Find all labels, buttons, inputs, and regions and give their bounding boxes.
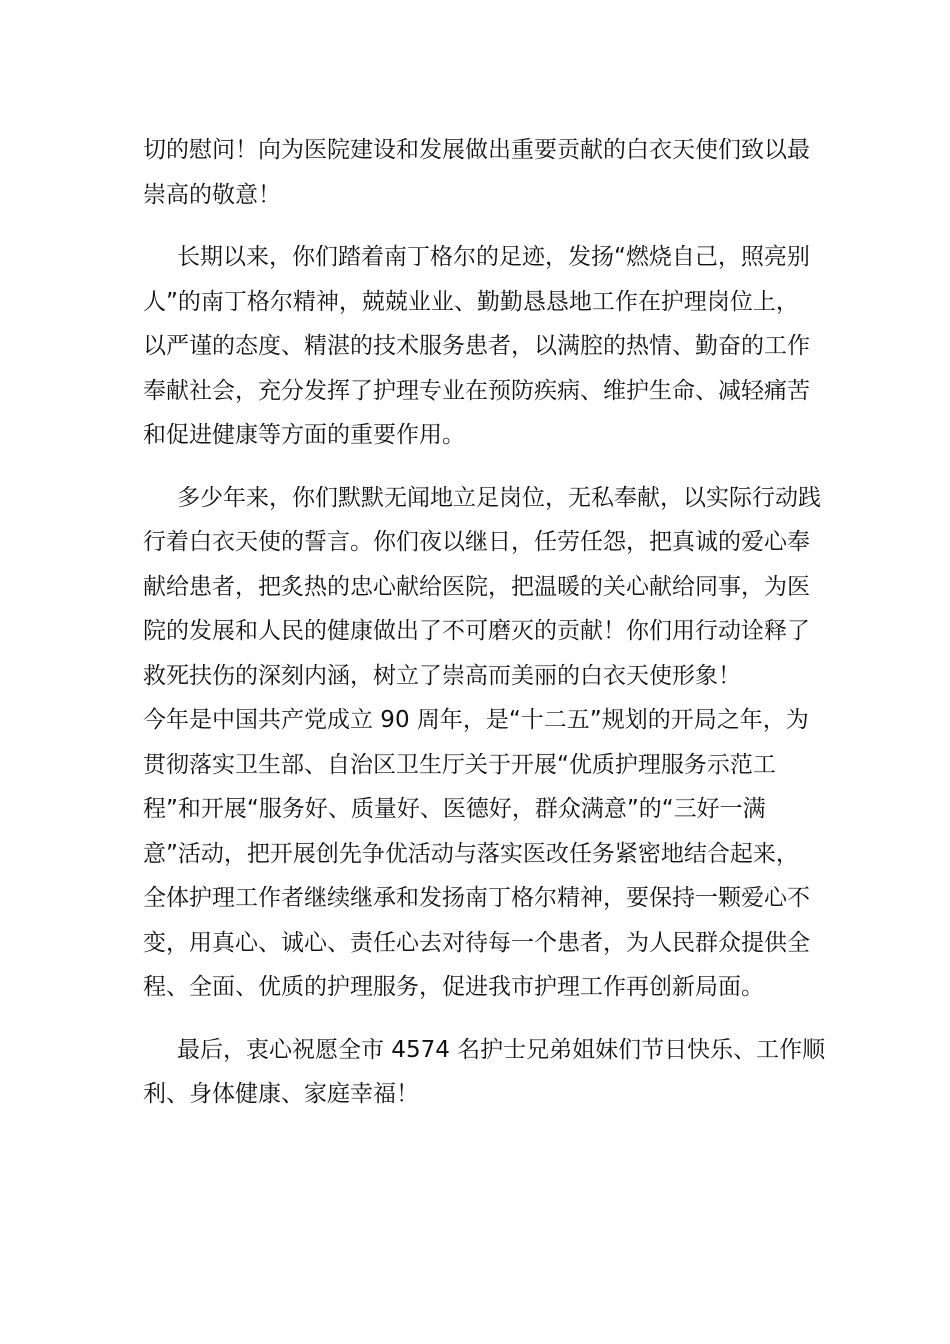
text-line: 院的发展和人民的健康做出了不可磨灭的贡献！你们用行动诠释了 [143, 618, 810, 644]
text-line: 变，用真心、诚心、责任心去对待每一个患者，为人民群众提供全 [143, 929, 810, 956]
paragraph-2 [143, 235, 808, 458]
paragraph-4 [143, 698, 808, 1010]
text-line: 切的慰问！向为医院建设和发展做出重要贡献的白衣天使们致以最 [143, 137, 810, 163]
text-line: 长期以来，你们踏着南丁格尔的足迹，发扬“燃烧自己，照亮别 [177, 244, 810, 270]
text-line: 行着白衣天使的誓言。你们夜以继日，任劳任怨，把真诚的爱心奉 [143, 529, 810, 555]
text-line: 奉献社会，充分发挥了护理专业在预防疾病、维护生命、减轻痛苦 [143, 377, 810, 404]
text-line: 利、身体健康、家庭幸福！ [143, 1081, 419, 1107]
text-line: 救死扶伤的深刻内涵，树立了崇高而美丽的白衣天使形象！ [143, 662, 741, 689]
text-line: 程、全面、优质的护理服务，促进我市护理工作再创新局面。 [143, 974, 764, 1000]
text-line: 今年是中国共产党成立 90 周年，是“十二五”规划的开局之年，为 [143, 707, 809, 733]
text-line: 最后，衷心祝愿全市 4574 名护士兄弟姐妹们节日快乐、工作顺 [177, 1036, 826, 1063]
text-line: 程”和开展“服务好、质量好、医德好，群众满意”的“三好一满 [143, 796, 766, 822]
text-line: 全体护理工作者继续继承和发扬南丁格尔精神，要保持一颗爱心不 [143, 885, 810, 911]
paragraph-1 [143, 128, 808, 217]
paragraph-3 [143, 476, 821, 699]
text-line: 多少年来，你们默默无闻地立足岗位，无私奉献，以实际行动践 [177, 484, 821, 511]
document-body [143, 128, 826, 1117]
text-line: 崇高的敬意！ [143, 181, 281, 208]
text-line: 意”活动，把开展创先争优活动与落实医改任务紧密地结合起来， [143, 840, 799, 867]
text-line: 以严谨的态度、精湛的技术服务患者，以满腔的热情、勤奋的工作 [143, 333, 810, 359]
text-line: 人”的南丁格尔精神，兢兢业业、勤勤恳恳地工作在护理岗位上， [143, 288, 799, 315]
text-line: 献给患者，把炙热的忠心献给医院，把温暖的关心献给同事，为医 [143, 573, 810, 600]
text-line: 和促进健康等方面的重要作用。 [143, 422, 465, 448]
text-line: 贯彻落实卫生部、自治区卫生厅关于开展“优质护理服务示范工 [143, 751, 776, 778]
paragraph-5 [143, 1028, 826, 1117]
